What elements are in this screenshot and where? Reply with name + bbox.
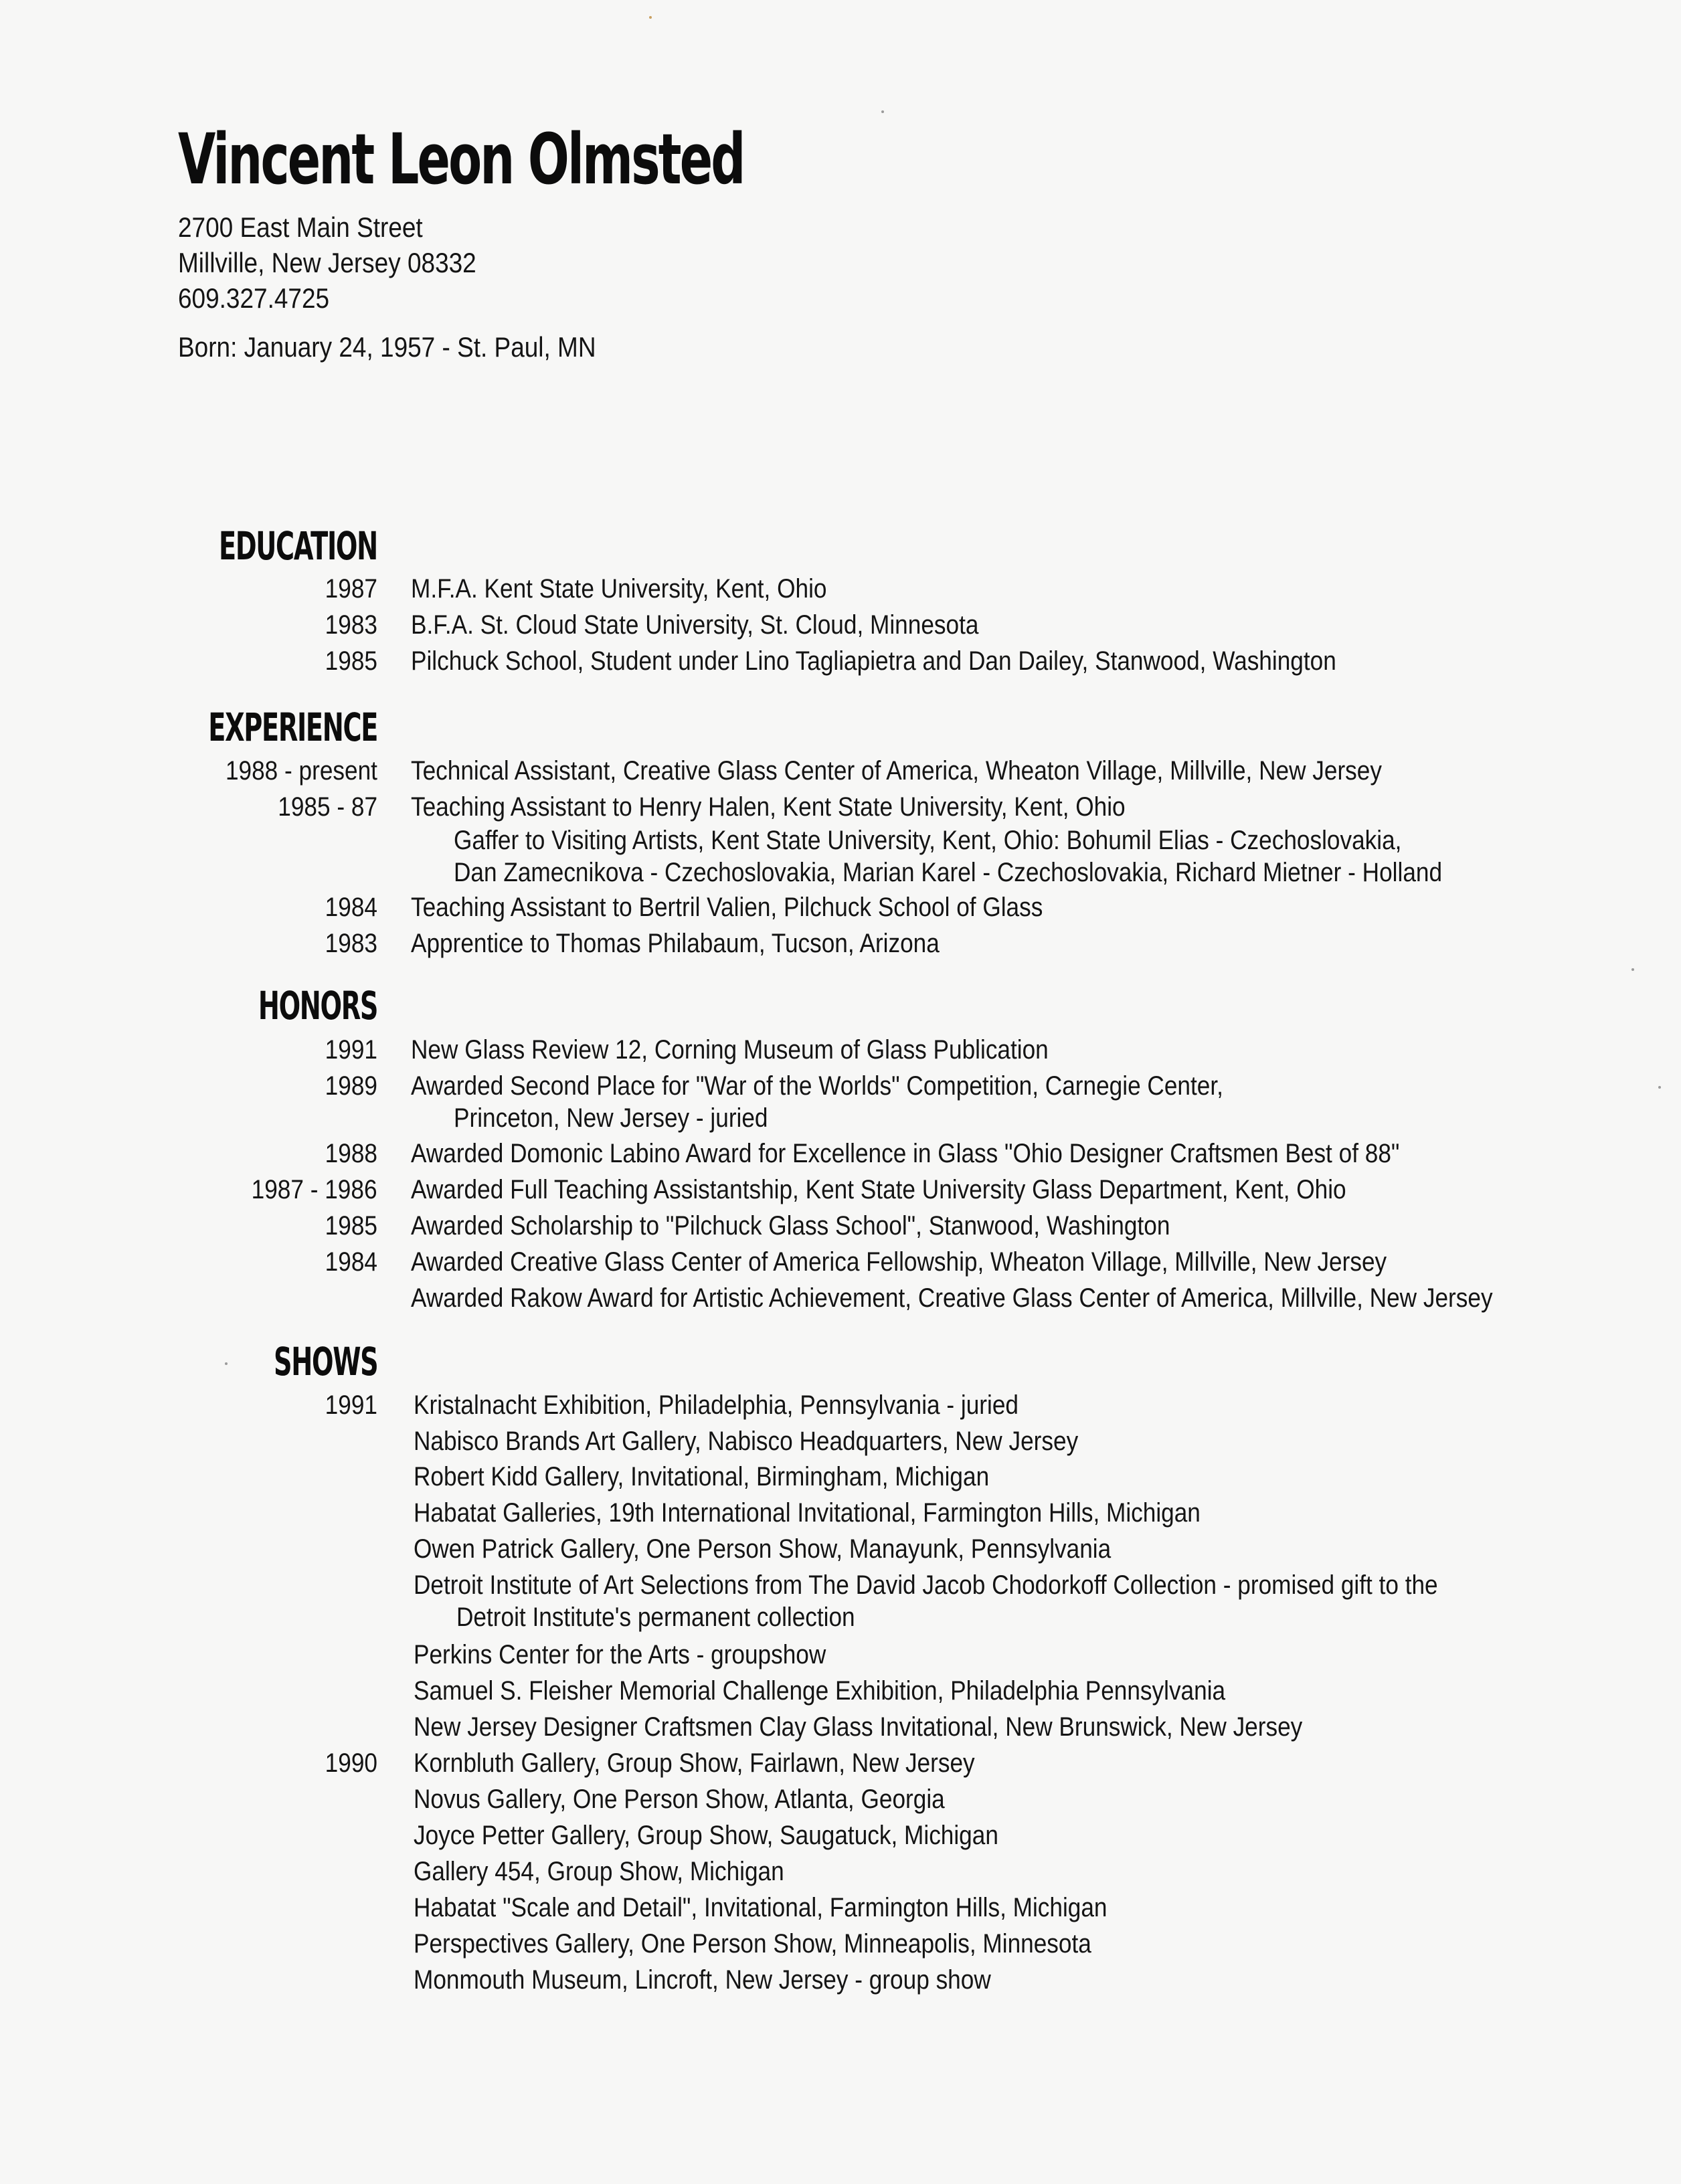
shows-entry: Owen Patrick Gallery, One Person Show, Manayunk, Pennsylvania <box>414 1534 1112 1564</box>
shows-entry: Detroit Institute of Art Selections from The David Jacob Chodorkoff Collection - promised gift to the <box>414 1570 1438 1600</box>
honors-year: 1987 - 1986 <box>252 1175 377 1204</box>
honors-year: 1991 <box>325 1035 377 1065</box>
honors-entry: New Glass Review 12, Corning Museum of Glass Publication <box>411 1035 1049 1065</box>
honors-entry: Awarded Rakow Award for Artistic Achievement, Creative Glass Center of America, Millville, New Jersey <box>411 1283 1493 1313</box>
experience-year: 1988 - present <box>226 756 377 786</box>
honors-year: 1988 <box>325 1139 377 1168</box>
shows-year: 1991 <box>325 1390 377 1420</box>
honors-entry: Awarded Scholarship to "Pilchuck Glass School", Stanwood, Washington <box>411 1211 1170 1241</box>
address-line-2: Millville, New Jersey 08332 <box>178 247 476 278</box>
shows-entry: Habatat Galleries, 19th International Invitational, Farmington Hills, Michigan <box>414 1498 1201 1528</box>
shows-entry: Perspectives Gallery, One Person Show, Minneapolis, Minnesota <box>414 1929 1091 1959</box>
experience-entry-continued: Dan Zamecnikova - Czechoslovakia, Marian Karel - Czechoslovakia, Richard Mietner - Holland <box>454 858 1443 887</box>
honors-entry-continued: Princeton, New Jersey - juried <box>454 1103 768 1133</box>
address-line-1: 2700 East Main Street <box>178 211 423 243</box>
shows-entry-continued: Detroit Institute's permanent collection <box>456 1603 855 1632</box>
experience-entry: Technical Assistant, Creative Glass Center of America, Wheaton Village, Millville, New Jersey <box>411 756 1382 786</box>
experience-entry: Apprentice to Thomas Philabaum, Tucson, Arizona <box>411 929 940 958</box>
phone-number: 609.327.4725 <box>178 282 330 314</box>
section-heading-experience: EXPERIENCE <box>208 705 377 750</box>
honors-year: 1985 <box>325 1211 377 1241</box>
shows-year: 1990 <box>325 1748 377 1778</box>
experience-year: 1985 - 87 <box>278 792 377 822</box>
shows-entry: Perkins Center for the Arts - groupshow <box>414 1640 826 1669</box>
shows-entry: New Jersey Designer Craftsmen Clay Glass Invitational, New Brunswick, New Jersey <box>414 1712 1303 1742</box>
shows-entry: Robert Kidd Gallery, Invitational, Birmingham, Michigan <box>414 1462 990 1491</box>
shows-entry: Habatat "Scale and Detail", Invitational, Farmington Hills, Michigan <box>414 1893 1108 1922</box>
honors-entry: Awarded Second Place for "War of the Worlds" Competition, Carnegie Center, <box>411 1071 1223 1101</box>
honors-entry: Awarded Creative Glass Center of America Fellowship, Wheaton Village, Millville, New Jersey <box>411 1247 1387 1277</box>
experience-entry: Teaching Assistant to Bertril Valien, Pilchuck School of Glass <box>411 893 1043 922</box>
scan-speck <box>1658 1086 1661 1089</box>
section-heading-honors: HONORS <box>258 983 377 1028</box>
resume-name: Vincent Leon Olmsted <box>178 118 744 200</box>
scan-speck <box>881 110 884 113</box>
shows-entry: Samuel S. Fleisher Memorial Challenge Exhibition, Philadelphia Pennsylvania <box>414 1676 1226 1706</box>
shows-entry: Joyce Petter Gallery, Group Show, Saugatuck, Michigan <box>414 1821 998 1850</box>
birth-info: Born: January 24, 1957 - St. Paul, MN <box>178 331 596 363</box>
honors-entry: Awarded Domonic Labino Award for Excellence in Glass "Ohio Designer Craftsmen Best of 88" <box>411 1139 1400 1168</box>
education-entry: M.F.A. Kent State University, Kent, Ohio <box>411 574 827 604</box>
experience-year: 1983 <box>325 929 377 958</box>
scan-speck <box>649 16 652 19</box>
experience-year: 1984 <box>325 893 377 922</box>
shows-entry: Novus Gallery, One Person Show, Atlanta, Georgia <box>414 1785 945 1814</box>
education-entry: Pilchuck School, Student under Lino Tagliapietra and Dan Dailey, Stanwood, Washington <box>411 646 1336 676</box>
shows-entry: Nabisco Brands Art Gallery, Nabisco Headquarters, New Jersey <box>414 1427 1079 1456</box>
contact-block <box>178 209 476 316</box>
shows-entry: Gallery 454, Group Show, Michigan <box>414 1857 784 1886</box>
section-heading-education: EDUCATION <box>219 523 377 569</box>
honors-entry: Awarded Full Teaching Assistantship, Kent State University Glass Department, Kent, Ohio <box>411 1175 1346 1204</box>
honors-year: 1984 <box>325 1247 377 1277</box>
education-year: 1985 <box>325 646 377 676</box>
honors-year: 1989 <box>325 1071 377 1101</box>
shows-entry: Kristalnacht Exhibition, Philadelphia, Pennsylvania - juried <box>414 1390 1019 1420</box>
section-heading-shows: SHOWS <box>273 1339 377 1384</box>
scan-speck <box>225 1362 228 1365</box>
scan-speck <box>1631 968 1634 971</box>
experience-entry-continued: Gaffer to Visiting Artists, Kent State University, Kent, Ohio: Bohumil Elias - Czechoslovakia, <box>454 826 1402 855</box>
shows-entry: Monmouth Museum, Lincroft, New Jersey - group show <box>414 1965 991 1995</box>
shows-entry: Kornbluth Gallery, Group Show, Fairlawn, New Jersey <box>414 1748 975 1778</box>
experience-entry: Teaching Assistant to Henry Halen, Kent State University, Kent, Ohio <box>411 792 1126 822</box>
education-year: 1983 <box>325 610 377 640</box>
education-entry: B.F.A. St. Cloud State University, St. Cloud, Minnesota <box>411 610 979 640</box>
education-year: 1987 <box>325 574 377 604</box>
